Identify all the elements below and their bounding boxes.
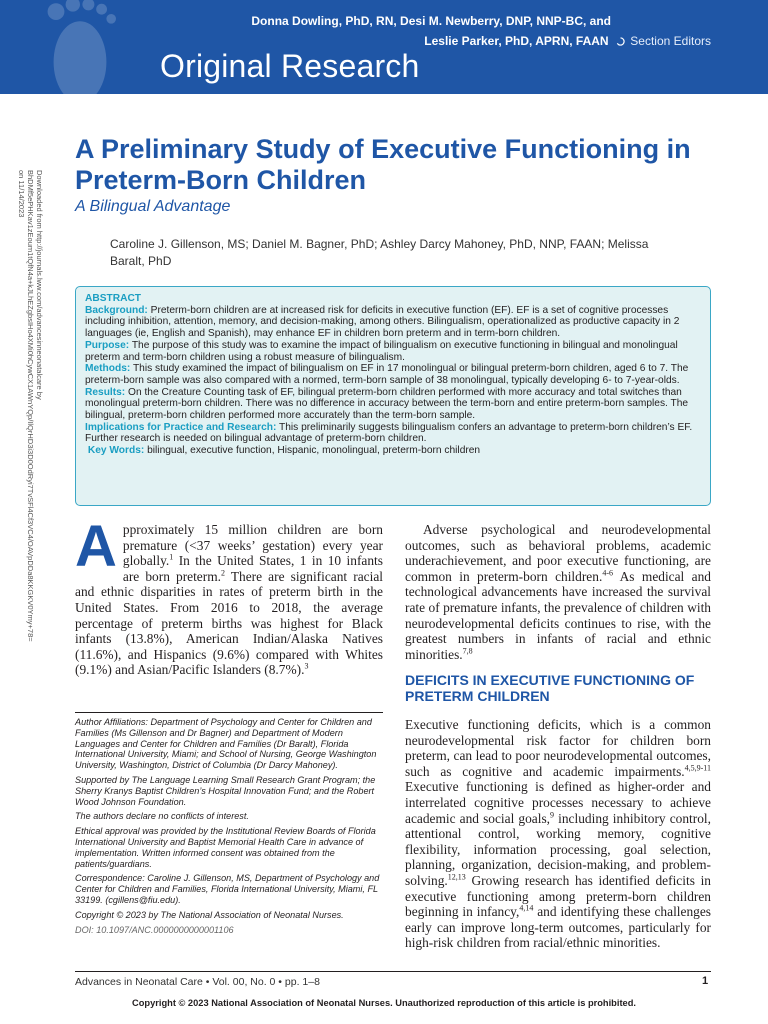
copyright-notice: Copyright © 2023 National Association of Neonatal Nurses. Unauthorized reproduction of this article is prohibited.	[132, 998, 636, 1008]
author-affiliations: Author Affiliations: Department of Psychology and Center for Children and Families (Ms Gillenson and Dr Bagner) and Department of Modern Languages and Center for Children and Families (Dr Baralt), Florida International University, Miami; and School of Nursing, George Washington University, Washington, District of Columbia (Dr Darcy Mahoney).	[75, 717, 377, 771]
section-heading-ef-deficits: DEFICITS IN EXECUTIVE FUNCTIONING OF PRETERM CHILDREN	[405, 672, 695, 704]
footer-rule	[75, 971, 711, 972]
affiliations-divider	[75, 712, 383, 713]
section-editors-line2	[424, 34, 711, 48]
abstract-implications: Implications for Practice and Research: This preliminarily suggests bilingualism confers an advantage to preterm-born children’s EF. Further research is needed on bilingual advantage of preterm-born children.	[85, 421, 693, 445]
ethics-note: Ethical approval was provided by the Institutional Review Boards of Florida International University and Baptist Memorial Health Care in advance of implementation. Written informed consent was obtained from the patients/guardians.	[75, 826, 376, 869]
download-sidebar	[17, 170, 44, 642]
abstract-keywords: Key Words: bilingual, executive function, Hispanic, monolingual, preterm-born children	[87, 445, 481, 457]
abstract-background: Background: Preterm-born children are at increased risk for deficits in executive function (EF). EF is a set of cognitive processes including inhibition, attention, memory, and decision-making, among others. Bilingualism, operationalized as productive capacity in 2 languages (ie, English and Spanish), may enhance EF in children born preterm and in term-born children.	[85, 304, 680, 340]
section-title: Original Research	[160, 48, 420, 84]
ef-deficits-paragraph: Executive functioning deficits, which is a common neurodevelopmental risk factor for children born preterm, can lead to poor neurodevelopmental outcomes, such as cognitive and academic impairments.$^{4,5,9-11}$ Executive functioning is defined as higher-order and interrelated cognitive processes necessary to achieve academic and social goals,$^9$ including inhibitory control, attentional control, working memory, cognitive flexibility, information processing, goal selection, planning, organization, decision-making, and problem-solving.$^{12,13}$ Growing research has identified deficits in executive functioning among preterm-born children beginning in infancy,$^{4,14}$ and identifying these challenges early can improve long-term outcomes, particularly for high-risk children from racial/ethnic minorities.	[405, 717, 711, 951]
copyright-note: Copyright © 2023 by The National Association of Neonatal Nurses.	[75, 909, 344, 920]
half-circle-icon	[616, 37, 625, 46]
footprint-watermark-icon	[20, 0, 140, 110]
section-editors-names: Leslie Parker, PhD, APRN, FAAN	[424, 34, 609, 48]
outcomes-paragraph: Adverse psychological and neurodevelopmental outcomes, such as behavioral problems, academic underachievement, and poor executive functioning, are common in preterm-born children.$^{4-6}$ As medical and technological advancements have increased the survival rate of premature infants, the prevalence of children with neurodevelopmental deficits continues to rise, with the greatest numbers in infants of racial and ethnic minorities.$^{7,8}$	[405, 522, 712, 662]
author-list: Caroline J. Gillenson, MS; Daniel M. Bagner, PhD; Ashley Darcy Mahoney, PhD, NNP, FAAN; Melissa Baralt, PhD	[110, 237, 649, 268]
intro-paragraph: Approximately 15 million children are born premature (<37 weeks’ gestation) every year globally.$^1$ In the United States, 1 in 10 infants are born preterm.$^2$ There are significant racial and ethnic disparities in rates of preterm birth in the United States. From 2016 to 2018, the average percentage of preterm births was highest for Black infants (13.8%), American Indian/Alaska Natives (11.6%), and Hispanics (9.6%) compared with Whites (9.1%) and Asian/Pacific Islanders (8.7%).$^3$	[75, 514, 383, 678]
drop-cap: A	[75, 514, 117, 579]
abstract-methods: Methods: This study examined the impact of bilingualism on EF in 17 monolingual or bilingual preterm-born children, aged 6 to 7. The preterm-born sample was also compared with a normed, term-born sample of 38 monolingual, typically developing 6- to 7-year-olds.	[85, 363, 689, 386]
article-title: A Preliminary Study of Executive Functioning in Preterm-Born Children	[75, 134, 691, 195]
abstract-box	[75, 286, 711, 506]
conflicts-note: The authors declare no conflicts of interest.	[75, 811, 249, 822]
section-editors-role: Section Editors	[630, 34, 711, 48]
abstract-results: Results: On the Creature Counting task of EF, bilingual preterm-born children performed with more accuracy and total switches than monolingual preterm-born children. There was no difference in accuracy between the term-born and entire preterm-born samples. The bilingual, preterm-born children performed more accurately than the term-born sample.	[85, 386, 689, 422]
abstract-heading: ABSTRACT	[85, 293, 142, 304]
download-note: Downloaded from http://journals.lww.com/advancesinneonatalcare by BhDMf5ePHKav1zEoum1tQfN4a+kJLhEZgbsIHo4XMi0hCywCX1AWnYQp/IlQrHD3i3D0OdRyi7TvSFl4Cf3VC4/OAVpDDa8KKGKV0Ymy+78= on 11/14/2023	[17, 170, 44, 642]
section-editors-line1: Donna Dowling, PhD, RN, Desi M. Newberry, DNP, NNP-BC, and	[251, 14, 611, 28]
doi: DOI: 10.1097/ANC.0000000000001106	[75, 924, 234, 935]
section-banner	[0, 0, 768, 94]
correspondence-note: Correspondence: Caroline J. Gillenson, MS, Department of Psychology and Center for Children and Families, Florida International University, Miami, FL 33199. (cgillens@fiu.edu).	[75, 873, 380, 905]
journal-footer: Advances in Neonatal Care • Vol. 00, No. 0 • pp. 1–8	[75, 976, 320, 988]
funding-note: Supported by The Language Learning Small Research Grant Program; the Sherry Kranys Baptist Children’s Hospital Innovation Fund; and the Robert Wood Johnson Foundation.	[75, 774, 376, 807]
author-notes	[75, 717, 383, 939]
abstract-purpose: Purpose: The purpose of this study was to examine the impact of bilingualism on executive functioning in bilingual and monolingual preterm and term-born children using a robust measure of bilingualism.	[85, 339, 678, 363]
article-subtitle: A Bilingual Advantage	[75, 198, 231, 215]
page-number: 1	[702, 975, 709, 987]
